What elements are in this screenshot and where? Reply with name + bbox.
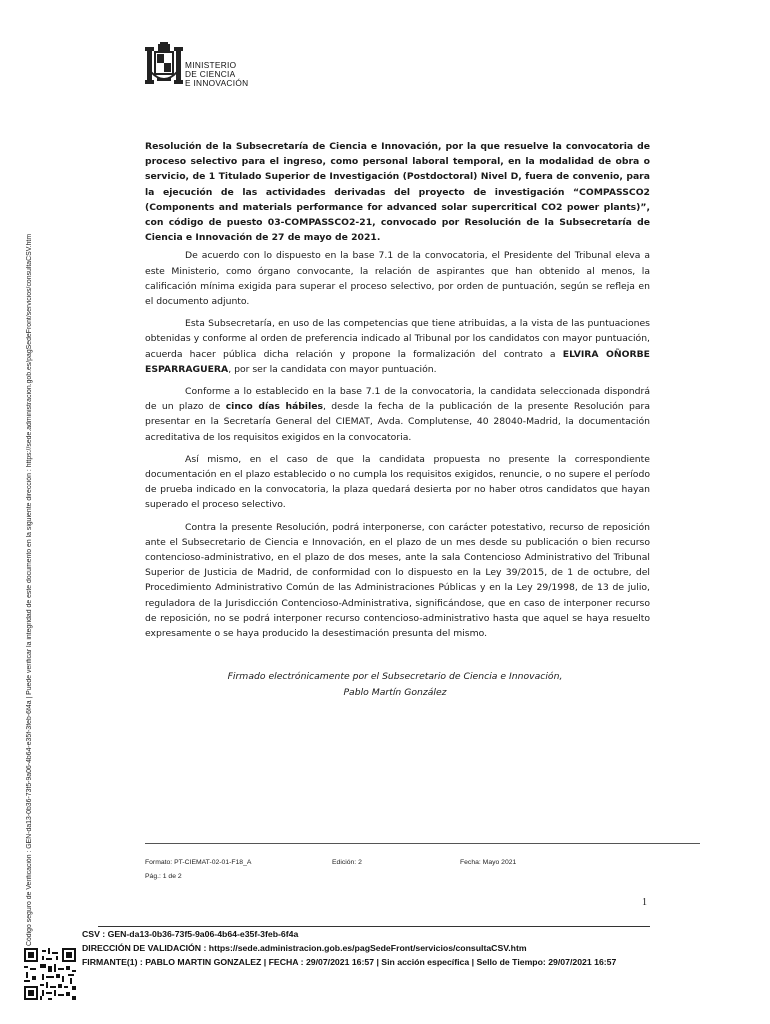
footer-page: Pág.: 1 de 2	[145, 873, 182, 880]
csv-divider	[98, 926, 650, 927]
footer-edition: Edición: 2	[332, 859, 362, 866]
csv-code: CSV : GEN-da13-0b36-73f5-9a06-4b64-e35f-3feb-6f4a	[82, 929, 299, 939]
candidate-name: ELVIRA OÑORBE ESPARRAGUERA	[145, 348, 650, 375]
document-body	[145, 139, 650, 648]
footer-divider	[145, 843, 700, 844]
qr-code-icon	[24, 948, 76, 1000]
side-verification-text: Código seguro de Verificación : GEN-da13-0b36-73f5-9a06-4b64-e35f-3feb-6f4a | Puede verificar la integridad de este documento en la siguiente dirección : https://sede.administracion.gob.es/pagSedeFront/servicios/consultaCSV.htm	[26, 233, 33, 946]
paragraph-4: Así mismo, en el caso de que la candidata propuesta no presente la correspondiente documentación en el plazo establecido o no cumpla los requisitos exigidos, renuncie, o no supere el período de prueba indicado en la convocatoria, la plaza quedará desierta por no haber otros candidatos que hayan superado el proceso selectivo.	[145, 453, 650, 511]
validation-url[interactable]: DIRECCIÓN DE VALIDACIÓN : https://sede.administracion.gob.es/pagSedeFront/servicios/consultaCSV.htm	[82, 943, 527, 953]
signature-block	[145, 669, 645, 701]
footer-date: Fecha: Mayo 2021	[460, 859, 517, 866]
paragraph-3: Conforme a lo establecido en la base 7.1 de la convocatoria, la candidata seleccionada dispondrá de un plazo de cinco días hábiles, desde la fecha de la publicación de la presente Resolución para presentar en la Secretaría General del CIEMAT, Avda. Complutense, 40 28040-Madrid, la documentación acreditativa de los requisitos exigidos en la convocatoria.	[145, 386, 650, 443]
ministry-logo	[145, 42, 305, 96]
signature-line-1: Firmado electrónicamente por el Subsecretario de Ciencia e Innovación,	[227, 671, 563, 682]
coat-of-arms-icon	[145, 42, 183, 92]
paragraph-1: De acuerdo con lo dispuesto en la base 7.1 de la convocatoria, el Presidente del Tribunal eleva a este Ministerio, como órgano convocante, la relación de aspirantes que han obtenido al menos, la calificación mínima exigida para superar el proceso selectivo, por orden de puntuación, según se refleja en el documento adjunto.	[145, 250, 650, 308]
ministry-name-line3: E INNOVACIÓN	[185, 78, 249, 88]
resolution-title: Resolución de la Subsecretaría de Ciencia e Innovación, por la que resuelve la convocatoria de proceso selectivo para el ingreso, como personal laboral temporal, en la modalidad de obra o servicio, de 1 Titulado Superior de Investigación (Postdoctoral) Nivel D, fuera de convenio, para la ejecución de las actividades derivadas del proyecto de investigación “COMPASSCO2 (Components and materials performance for advanced solar supercritical CO2 power plants)”, con código de puesto 03-COMPASSCO2-21, convocado por Resolución de la Subsecretaría de Ciencia e Innovación de 27 de mayo de 2021.	[145, 141, 650, 244]
ministry-name-line2: DE CIENCIA	[185, 69, 236, 79]
paragraph-2: Esta Subsecretaría, en uso de las competencias que tiene atribuidas, a la vista de las puntuaciones obtenidas y conforme al orden de preferencia indicado al Tribunal por los candidatos con mayor puntuación, acuerda hacer pública dicha relación y propone la formalización del contrato a ELVIRA OÑORBE ESPARRAGUERA, por ser la candidata con mayor puntuación.	[145, 318, 650, 375]
page-number: 1	[642, 897, 647, 908]
signer-name: Pablo Martín González	[343, 687, 447, 698]
footer-format: Formato: PT-CIEMAT-02-01-F18_A	[145, 859, 252, 866]
paragraph-5: Contra la presente Resolución, podrá interponerse, con carácter potestativo, recurso de reposición ante el Subsecretario de Ciencia e Innovación, en el plazo de un mes desde su publicación o bien recurso contencioso-administrativo, en el plazo de dos meses, ante la sala Contencioso Administrativo del Tribunal Superior de Justicia de Madrid, de conformidad con lo dispuesto en la Ley 39/2015, de 1 de octubre, del Procedimiento Administrativo Común de las Administraciones Públicas y en la Ley 29/1998, de 13 de julio, reguladora de la Jurisdicción Contencioso-Administrativa, significándose, que en caso de interponer recurso de reposición, no se podrá interponer recurso contencioso-administrativo hasta que aquel se haya resuelto expresamente o se haya producido la desestimación presunta del mismo.	[145, 521, 650, 640]
ministry-name-line1: MINISTERIO	[185, 60, 237, 70]
deadline-emphasis: cinco días hábiles	[225, 401, 324, 413]
signer-info: FIRMANTE(1) : PABLO MARTIN GONZALEZ | FECHA : 29/07/2021 16:57 | Sin acción específica | Sello de Tiempo: 29/07/2021 16:57	[82, 957, 617, 967]
